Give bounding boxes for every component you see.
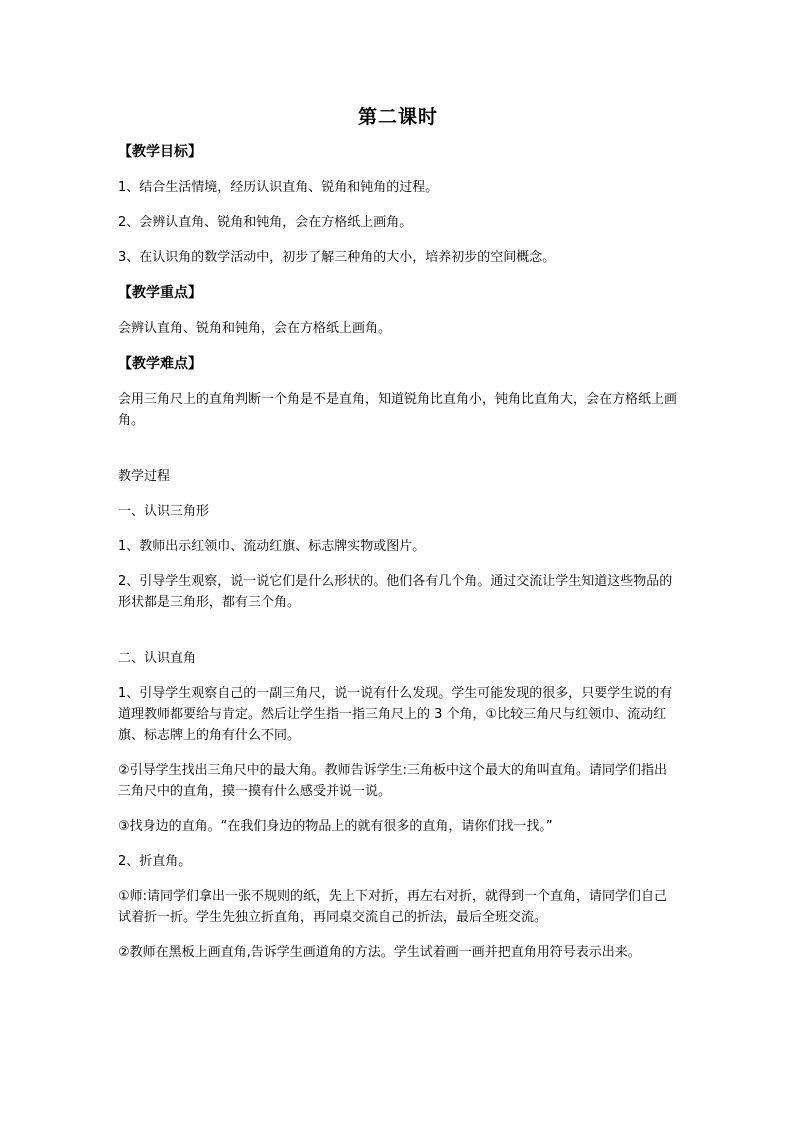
page-title: 第二课时 (357, 106, 438, 128)
spacer (118, 445, 678, 466)
part2-item-2: ②引导学生找出三角尺中的最大角。教师告诉学生:三角板中这个最大的角叫直角。请同学们指出三角尺中的直角，摸一摸有什么感受并说一说。 (118, 763, 668, 799)
document-page (118, 96, 678, 977)
goal-item-1: 1、结合生活情境，经历认识直角、锐角和钝角的过程。 (118, 180, 439, 195)
difficulties-heading: 【教学难点】 (118, 356, 202, 372)
spacer (118, 627, 678, 648)
part2-item-6: ②教师在黑板上画直角,告诉学生画道角的方法。学生试着画一画并把直角用符号表示出来。 (118, 945, 641, 960)
key-points-text: 会辨认直角、锐角和钝角，会在方格纸上画角。 (118, 321, 392, 336)
goals-heading: 【教学目标】 (118, 144, 202, 160)
part2-item-4: 2、折直角。 (118, 854, 192, 869)
part2-heading: 二、认识直角 (118, 651, 197, 666)
part2-item-5: ①师:请同学们拿出一张不规则的纸，先上下对折，再左右对折，就得到一个直角，请同学们自己试着折一折。学生先独立折直角，再同桌交流自己的折法，最后全班交流。 (118, 889, 668, 925)
goal-item-2: 2、会辨认直角、锐角和钝角，会在方格纸上画角。 (118, 215, 413, 230)
difficulties-text: 会用三角尺上的直角判断一个角是不是直角，知道锐角比直角小，钝角比直角大，会在方格纸上画角。 (118, 392, 678, 428)
part1-item-1: 1、教师出示红领巾、流动红旗、标志牌实物或图片。 (118, 539, 426, 554)
process-heading: 教学过程 (118, 469, 171, 484)
part1-item-2: 2、引导学生观察，说一说它们是什么形状的。他们各有几个角。通过交流让学生知道这些物品的形状都是三角形，都有三个角。 (118, 574, 673, 610)
part2-item-3: ③找身边的直角。“在我们身边的物品上的就有很多的直角，请你们找一找。” (118, 819, 553, 834)
key-points-heading: 【教学重点】 (118, 285, 202, 301)
part2-item-1: 1、引导学生观察自己的一副三角尺，说一说有什么发现。学生可能发现的很多，只要学生说的有道理教师都要给与肯定。然后让学生指一指三角尺上的 3 个角，①比较三角尺与红领巾、流动红旗、标志牌上的角有什么不同。 (118, 686, 673, 743)
goal-item-3: 3、在认识角的数学活动中，初步了解三种角的大小，培养初步的空间概念。 (118, 250, 556, 265)
part1-heading: 一、认识三角形 (118, 504, 210, 519)
